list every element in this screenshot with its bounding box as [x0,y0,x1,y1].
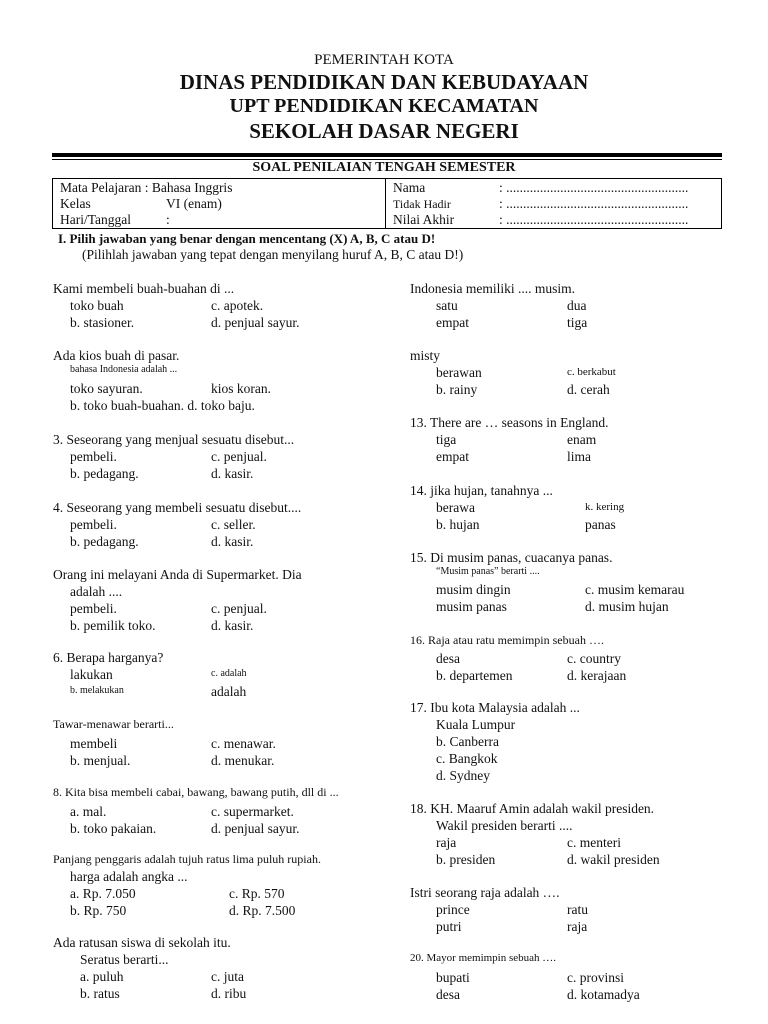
question-stem-2: Seratus berarti... [80,952,169,967]
option-d[interactable]: d. musim hujan [585,599,669,614]
option-d[interactable]: lima [567,449,591,464]
header-line-4: SEKOLAH DASAR NEGERI [249,119,519,143]
option-a[interactable]: pembeli. [70,449,117,464]
option-c[interactable]: c. penjual. [211,601,267,616]
option-c[interactable]: c. menawar. [211,736,276,751]
option-b[interactable]: b. toko pakaian. [70,821,157,836]
instruction-main: I. Pilih jawaban yang benar dengan mencentang (X) A, B, C atau D! [58,231,436,246]
option-a[interactable]: raja [436,835,457,850]
option-c[interactable]: c. berkabut [567,366,616,378]
option-b[interactable]: b. rainy [436,382,478,397]
option-a[interactable]: membeli [70,736,118,751]
option-c[interactable]: enam [567,432,597,447]
option-a[interactable]: berawan [436,365,482,380]
question-3 [53,431,294,482]
question-2 [53,347,271,414]
option-b[interactable]: b. menjual. [70,753,131,768]
question-17 [410,699,580,784]
option-c[interactable]: c. penjual. [211,449,267,464]
header-line-1: PEMERINTAH KOTA [314,52,454,68]
question-stem: 20. Mayor memimpin sebuah …. [410,952,557,964]
option-c[interactable]: c. musim kemarau [585,582,685,597]
option-c[interactable]: c. country [567,651,621,666]
option-a[interactable]: a. puluh [80,969,124,984]
option-a[interactable]: toko buah [70,298,124,313]
option-b[interactable]: b. melakukan [70,685,124,696]
question-stem: Ada kios buah di pasar. [53,348,180,363]
question-stem: 8. Kita bisa membeli cabai, bawang, bawang putih, dll di ... [53,785,339,799]
question-15 [410,549,685,615]
header-line-3: UPT PENDIDIKAN KECAMATAN [229,95,539,117]
question-11 [410,280,588,331]
option-c[interactable]: c. provinsi [567,970,624,985]
option-d[interactable]: d. penjual sayur. [211,315,300,330]
option-a[interactable]: tiga [436,432,457,447]
option-b[interactable]: b. departemen [436,668,513,683]
question-5 [53,566,302,634]
question-stem: 17. Ibu kota Malaysia adalah ... [410,700,580,715]
question-stem: Kami membeli buah-buahan di ... [53,281,235,296]
question-stem: Indonesia memiliki .... musim. [410,281,575,296]
question-12 [410,347,616,398]
option-a[interactable]: berawa [436,500,475,515]
question-stem: 13. There are … seasons in England. [410,415,609,430]
option-d[interactable]: d. kasir. [211,534,254,549]
option-a[interactable]: bupati [436,970,470,985]
option-c[interactable]: c. supermarket. [211,804,294,819]
question-stem: Ada ratusan siswa di sekolah itu. [53,935,231,950]
option-b[interactable]: b. Canberra [436,734,499,749]
question-18 [410,800,660,868]
option-a[interactable]: a. Rp. 7.050 [70,886,136,901]
question-6 [53,649,247,700]
header-rule-thick [52,153,722,157]
score-label: Nilai Akhir [393,212,455,227]
instruction-sub: (Pilihlah jawaban yang tepat dengan menyilang huruf A, B, C atau D!) [82,247,464,262]
option-d[interactable]: panas [585,517,616,532]
option-d[interactable]: d. ribu [211,986,247,1001]
question-stem: Panjang penggaris adalah tujuh ratus lima puluh rupiah. [53,852,321,866]
question-10 [53,934,247,1002]
header-line-2: DINAS PENDIDIKAN DAN KEBUDAYAAN [179,70,589,94]
option-b[interactable]: b. Rp. 750 [70,903,127,918]
question-20 [410,950,640,1003]
option-d[interactable]: raja [567,919,588,934]
option-a[interactable]: pembeli. [70,517,117,532]
question-note: bahasa Indonesia adalah ... [70,364,178,375]
option-d[interactable]: d. wakil presiden [567,852,660,867]
question-1 [53,280,300,331]
option-c[interactable]: c. Rp. 570 [229,886,285,901]
identity-box-divider [385,179,386,228]
question-stem: 16. Raja atau ratu memimpin sebuah …. [410,633,604,647]
option-d[interactable]: d. Rp. 7.500 [229,903,296,918]
option-c[interactable]: dua [567,298,587,313]
question-stem: 3. Seseorang yang menjual sesuatu disebut... [53,432,295,447]
option-c[interactable]: ratu [567,902,588,917]
option-b[interactable]: b. pedagang. [70,466,139,481]
option-b[interactable]: empat [436,315,469,330]
question-13 [410,414,608,465]
question-stem: 6. Berapa harganya? [53,650,164,665]
question-9 [53,851,321,919]
option-b[interactable]: b. ratus [80,986,120,1001]
question-note: “Musim panas” berarti .... [436,566,540,577]
option-b[interactable]: b. presiden [436,852,496,867]
option-b[interactable]: musim panas [436,599,507,614]
absent-label: Tidak Hadir [393,197,451,211]
question-4 [53,499,301,550]
option-d[interactable]: d. penjual sayur. [211,821,300,836]
question-stem: misty [410,348,441,363]
question-stem: Istri seorang raja adalah …. [410,885,560,900]
option-d[interactable]: d. kasir. [211,618,254,633]
name-label: Nama [393,180,426,195]
question-8 [53,784,339,837]
day-value: : [166,212,170,227]
question-stem: Tawar-menawar berarti... [53,717,174,731]
option-c[interactable]: c. seller. [211,517,256,532]
question-14 [410,482,625,533]
class-label: Kelas [60,196,91,211]
option-a[interactable]: toko sayuran. [70,381,143,396]
question-stem: Orang ini melayani Anda di Supermarket. Dia [53,567,302,582]
identity-box [52,178,722,229]
question-7 [53,716,276,769]
question-stem-2: harga adalah angka ... [70,869,188,884]
score-field[interactable]: : ...................................................... [499,212,689,227]
option-d[interactable]: d. kasir. [211,466,254,481]
option-d[interactable]: d. Sydney [436,768,490,783]
class-value: VI (enam) [166,196,222,211]
question-16 [410,632,627,684]
option-b[interactable]: empat [436,449,469,464]
option-a[interactable]: a. mal. [70,804,107,819]
day-label: Hari/Tanggal [60,212,132,227]
option-a[interactable]: musim dingin [436,582,511,597]
option-c[interactable]: c. juta [211,969,244,984]
question-stem: 14. jika hujan, tanahnya ... [410,483,553,498]
option-d[interactable]: d. cerah [567,382,610,397]
option-c[interactable]: c. adalah [211,668,247,679]
option-b[interactable]: b. pedagang. [70,534,139,549]
question-19 [410,884,588,935]
exam-title: SOAL PENILAIAN TENGAH SEMESTER [252,160,516,175]
option-c[interactable]: c. Bangkok [436,751,498,766]
option-c[interactable]: k. kering [585,501,625,513]
option-a[interactable]: pembeli. [70,601,117,616]
question-stem: 15. Di musim panas, cuacanya panas. [410,550,613,565]
option-a[interactable]: desa [436,651,460,666]
question-stem-2: adalah .... [70,584,123,599]
option-b[interactable]: b. pemilik toko. [70,618,156,633]
subject-label: Mata Pelajaran : Bahasa Inggris [60,180,233,195]
question-stem-2: Wakil presiden berarti .... [436,818,573,833]
option-b[interactable]: b. stasioner. [70,315,135,330]
question-stem: 4. Seseorang yang membeli sesuatu disebut.... [53,500,302,515]
option-a[interactable]: satu [436,298,458,313]
option-d[interactable]: d. kotamadya [567,987,640,1002]
absent-field[interactable]: : ...................................................... [499,196,689,211]
name-field[interactable]: : ...................................................... [499,180,689,195]
option-d[interactable]: d. menukar. [211,753,275,768]
option-c[interactable]: kios koran. [211,381,271,396]
option-a[interactable]: Kuala Lumpur [436,717,516,732]
option-c[interactable]: c. menteri [567,835,621,850]
option-b[interactable]: b. hujan [436,517,480,532]
question-stem: 18. KH. Maaruf Amin adalah wakil presiden. [410,801,655,816]
option-a[interactable]: prince [436,902,470,917]
option-c[interactable]: c. apotek. [211,298,264,313]
option-b[interactable]: desa [436,987,460,1002]
option-d[interactable]: d. kerajaan [567,668,627,683]
option-a[interactable]: lakukan [70,667,113,682]
option-b[interactable]: putri [436,919,462,934]
option-d[interactable]: tiga [567,315,588,330]
option-b-d[interactable]: b. toko buah-buahan. d. toko baju. [70,398,255,413]
option-d[interactable]: adalah [211,684,247,699]
